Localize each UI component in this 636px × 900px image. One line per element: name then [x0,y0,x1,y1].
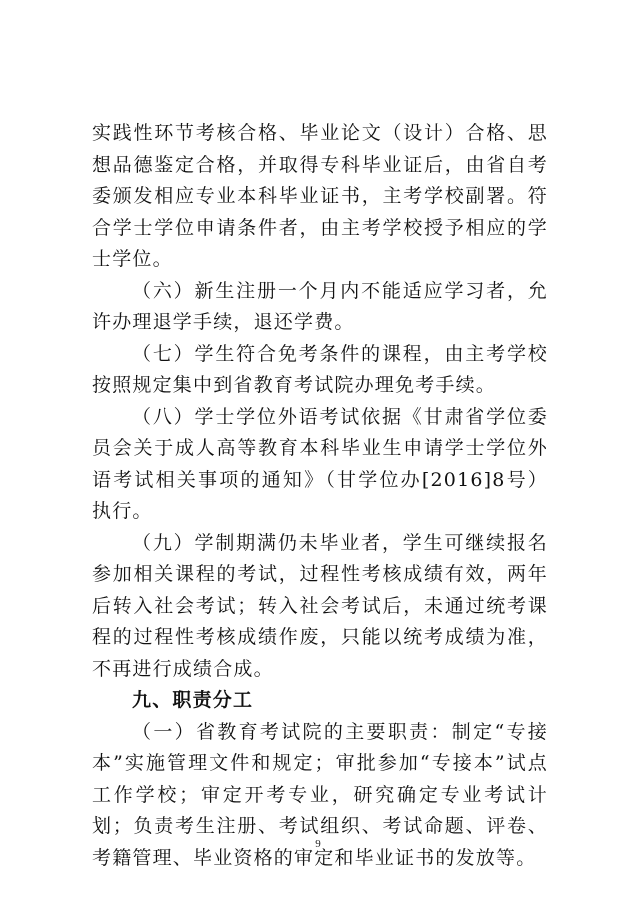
paragraph-item-7: （七）学生符合免考条件的课程，由主考学校按照规定集中到省教育考试院办理免考手续。 [92,342,548,396]
paragraph-item-8: （八）学士学位外语考试依据《甘肃省学位委员会关于成人高等教育本科毕业生申请学士学位外语考试相关事项的通知》（甘学位办[2016]8号）执行。 [92,405,548,522]
paragraph-continued: 实践性环节考核合格、毕业论文（设计）合格、思想品德鉴定合格，并取得专科毕业证后，由省自考委颁发相应专业本科毕业证书，主考学校副署。符合学士学位申请条件者，由主考学校授予相应的学士学位。 [92,122,548,270]
document-body [92,118,548,874]
paragraph-item-9: （九）学制期满仍未毕业者，学生可继续报名参加相关课程的考试，过程性考核成绩有效，两年后转入社会考试；转入社会考试后，未通过统考课程的过程性考核成绩作废，只能以统考成绩为准，不再进行成绩合成。 [92,531,548,680]
section-heading: 九、职责分工 [132,689,254,711]
paragraph-section-item-1: （一）省教育考试院的主要职责：制定“专接本”实施管理文件和规定；审批参加“专接本”试点工作学校；审定开考专业，研究确定专业考试计划；负责考生注册、考试组织、考试命题、评卷、考籍管理、毕业资格的审定和毕业证书的发放等。 [92,720,548,869]
page-number: 9 [315,838,321,850]
paragraph-item-6: （六）新生注册一个月内不能适应学习者，允许办理退学手续，退还学费。 [92,279,548,333]
